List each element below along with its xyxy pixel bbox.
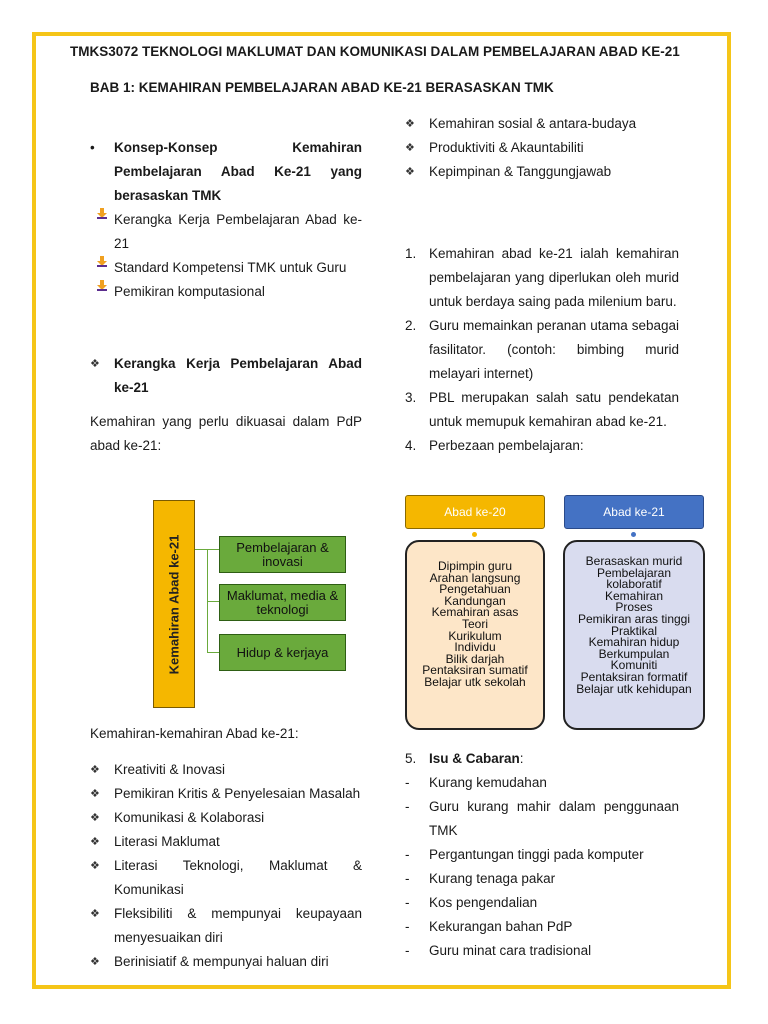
- abad20-box: [405, 540, 545, 730]
- skill-item: Kemahiran sosial & antara-budaya: [429, 116, 637, 131]
- numbered-item: [405, 434, 679, 458]
- list-item: [90, 806, 362, 830]
- skill-item: Literasi Teknologi, Maklumat & Komunikasi: [114, 858, 362, 897]
- list-item: Kurikulum: [448, 628, 502, 643]
- dash-bullet: -: [405, 943, 410, 958]
- list-item: Teori: [461, 616, 488, 631]
- diagram-box: Maklumat, media & teknologi: [219, 584, 346, 621]
- skill-item: Berinisiatif & mempunyai haluan diri: [114, 954, 329, 969]
- list-item: Pengetahuan: [439, 582, 511, 597]
- issues-colon: :: [519, 751, 524, 766]
- item-number: 5.: [405, 751, 417, 766]
- numbered-item: [405, 386, 679, 434]
- list-item: Individu: [454, 640, 496, 655]
- dash-bullet: -: [405, 775, 410, 790]
- issue-item: Kekurangan bahan PdP: [429, 919, 573, 934]
- connector: [207, 652, 219, 653]
- chapter-heading: BAB 1: KEMAHIRAN PEMBELAJARAN ABAD KE-21 BERASASKAN TMK: [90, 80, 554, 95]
- issue-item: Kurang tenaga pakar: [429, 871, 556, 886]
- list-item: Kemahiran asas: [431, 605, 519, 620]
- skill-item: Pemikiran Kritis & Penyelesaian Masalah: [114, 786, 361, 801]
- issue-item: Kos pengendalian: [429, 895, 538, 910]
- abad20-header: Abad ke-20: [405, 495, 545, 529]
- skill-item: Literasi Maklumat: [114, 834, 220, 849]
- framework-heading-row: [90, 352, 362, 400]
- list-item: Belajar utk kehidupan: [576, 681, 692, 696]
- list-item: Pembelajaran: [596, 565, 672, 580]
- diamond-bullet-icon: ❖: [405, 166, 415, 178]
- dash-bullet: -: [405, 919, 410, 934]
- diamond-bullet-icon: ❖: [90, 764, 100, 776]
- left-column: [90, 136, 362, 458]
- list-item: [90, 854, 362, 902]
- list-item: [90, 256, 362, 280]
- issue-item: Kurang kemudahan: [429, 775, 547, 790]
- list-item: [405, 891, 679, 915]
- skill-item: Komunikasi & Kolaborasi: [114, 810, 265, 825]
- list-item: Pemikiran aras tinggi: [577, 611, 691, 626]
- list-item: [405, 771, 679, 795]
- item-number: 1.: [405, 246, 417, 261]
- diamond-bullet-icon: ❖: [405, 142, 415, 154]
- down-arrow-icon: [90, 256, 114, 280]
- skill-item: Kepimpinan & Tanggungjawab: [429, 164, 612, 179]
- skills-intro: Kemahiran-kemahiran Abad ke-21:: [90, 726, 299, 741]
- skill-item: Kreativiti & Inovasi: [114, 762, 226, 777]
- connector-dot: [631, 532, 636, 537]
- item-number: 2.: [405, 318, 417, 333]
- list-item: [405, 160, 679, 184]
- skill-item: Produktiviti & Akauntabiliti: [429, 140, 584, 155]
- item-number: 4.: [405, 438, 417, 453]
- abad21-box: [563, 540, 705, 730]
- issue-item: Pergantungan tinggi pada komputer: [429, 847, 644, 862]
- concept-item: Kerangka Kerja Pembelajaran Abad ke-21: [114, 212, 362, 251]
- item-number: 3.: [405, 390, 417, 405]
- item-text: PBL merupakan salah satu pendekatan untuk memupuk kemahiran abad ke-21.: [429, 390, 679, 429]
- numbered-item: [405, 314, 679, 386]
- dash-bullet: -: [405, 799, 410, 814]
- list-item: Pentaksiran sumatif: [422, 663, 528, 678]
- list-item: Berasaskan murid: [585, 554, 683, 568]
- diamond-bullet-icon: ❖: [405, 118, 415, 130]
- down-arrow-icon: [90, 208, 114, 256]
- down-arrow-icon: [90, 280, 114, 304]
- list-item: [405, 843, 679, 867]
- list-item: Komuniti: [610, 658, 658, 673]
- diamond-bullet-icon: ❖: [90, 908, 100, 920]
- concept-heading-row: [90, 136, 362, 208]
- issues-heading: Isu & Cabaran: [429, 751, 520, 766]
- list-item: [90, 950, 362, 974]
- page-title: TMKS3072 TEKNOLOGI MAKLUMAT DAN KOMUNIKASI DALAM PEMBELAJARAN ABAD KE-21: [70, 44, 680, 59]
- list-item: Pentaksiran formatif: [580, 669, 688, 684]
- connector: [207, 549, 219, 550]
- list-item: [405, 112, 679, 136]
- list-item: Praktikal: [610, 623, 657, 638]
- item-text: Guru memainkan peranan utama sebagai fasilitator. (contoh: bimbing murid melayari internet): [429, 318, 679, 381]
- skill-item: Fleksibiliti & mempunyai keupayaan menyesuaikan diri: [114, 906, 362, 945]
- skills-section: [90, 722, 362, 974]
- list-item: Kemahiran hidup: [588, 635, 680, 650]
- issues-section: [405, 747, 679, 963]
- list-item: Kandungan: [444, 593, 506, 608]
- list-item: [405, 136, 679, 160]
- abad21-header: Abad ke-21: [564, 495, 704, 529]
- connector: [207, 601, 219, 602]
- numbered-item: [405, 242, 679, 314]
- dash-bullet: -: [405, 847, 410, 862]
- list-item: Arahan langsung: [429, 570, 521, 585]
- dash-bullet: -: [405, 895, 410, 910]
- diamond-bullet-icon: ❖: [90, 812, 100, 824]
- connector: [195, 549, 207, 550]
- diagram-box: Pembelajaran & inovasi: [219, 536, 346, 573]
- list-item: Belajar utk sekolah: [424, 674, 526, 689]
- list-item: [90, 782, 362, 806]
- concept-item: Standard Kompetensi TMK untuk Guru: [114, 260, 347, 275]
- list-item: [90, 208, 362, 256]
- diamond-bullet-icon: ❖: [90, 956, 100, 968]
- diamond-bullet-icon: ❖: [90, 860, 100, 872]
- skills-diagram: [153, 500, 353, 710]
- issue-item: Guru minat cara tradisional: [429, 943, 592, 958]
- issues-heading-row: [405, 747, 679, 771]
- list-item: [405, 867, 679, 891]
- list-item: Kemahiran: [604, 588, 664, 603]
- list-item: [90, 280, 362, 304]
- item-text: Perbezaan pembelajaran:: [429, 438, 584, 453]
- right-column: [405, 112, 679, 458]
- item-text: Kemahiran abad ke-21 ialah kemahiran pembelajaran yang diperlukan oleh murid untuk berdaya saing pada milenium baru.: [429, 246, 679, 309]
- bullet-icon: •: [90, 140, 95, 155]
- list-item: [90, 902, 362, 950]
- diagram-box: Hidup & kerjaya: [219, 634, 346, 671]
- list-item: Bilik darjah: [445, 651, 505, 666]
- list-item: [90, 758, 362, 782]
- concept-heading: Konsep-Konsep Kemahiran Pembelajaran Abad Ke-21 yang berasaskan TMK: [114, 140, 362, 203]
- diamond-bullet-icon: ❖: [90, 836, 100, 848]
- dash-bullet: -: [405, 871, 410, 886]
- diamond-bullet-icon: ❖: [90, 358, 100, 370]
- list-item: [405, 795, 679, 843]
- list-item: Berkumpulan: [598, 646, 670, 661]
- list-item: Proses: [615, 600, 653, 615]
- list-item: [405, 939, 679, 963]
- list-item: [90, 830, 362, 854]
- list-item: kolaboratif: [606, 577, 662, 592]
- list-item: [405, 915, 679, 939]
- framework-heading: Kerangka Kerja Pembelajaran Abad ke-21: [114, 356, 362, 395]
- diamond-bullet-icon: ❖: [90, 788, 100, 800]
- list-item: Dipimpin guru: [437, 559, 513, 573]
- connector-dot: [472, 532, 477, 537]
- diagram-vertical-label: Kemahiran Abad ke-21: [153, 500, 195, 708]
- framework-intro: Kemahiran yang perlu dikuasai dalam PdP abad ke-21:: [90, 414, 362, 453]
- concept-item: Pemikiran komputasional: [114, 284, 265, 299]
- issue-item: Guru kurang mahir dalam penggunaan TMK: [429, 799, 679, 838]
